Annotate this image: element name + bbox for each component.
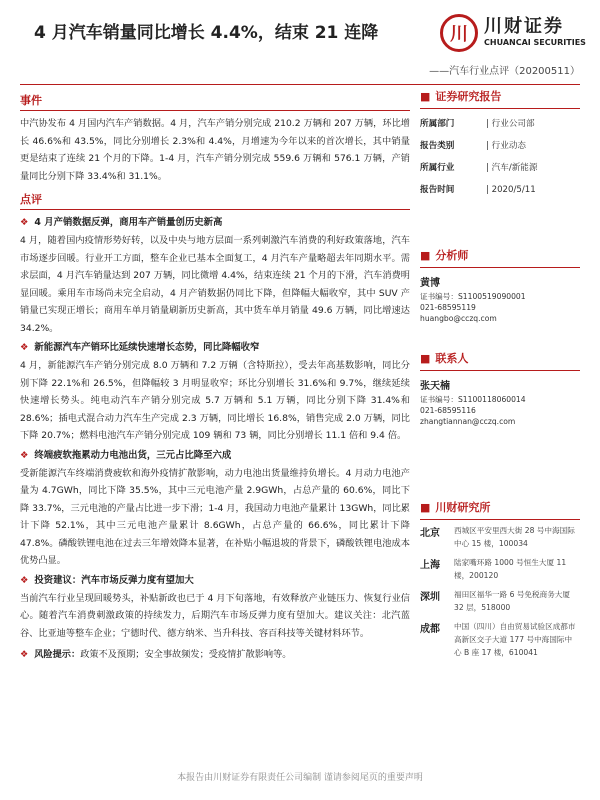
bullet-title: ❖ 投资建议：汽车市场反弹力度有望加大 bbox=[20, 574, 194, 586]
comment-heading: 点评 bbox=[20, 193, 42, 206]
analyst-phone: 021-68595119 bbox=[420, 303, 476, 312]
page-footer: 本报告由川财证券有限责任公司编制 谨请参阅尾页的重要声明 bbox=[177, 773, 423, 783]
square-icon: ■ bbox=[420, 248, 431, 262]
risk-line: ❖ 风险提示：政策不及预期；安全事故频发；受疫情扩散影响等。 bbox=[20, 649, 292, 660]
bullet-title: ❖ 4 月产销数据反弹，商用车产销量创历史新高 bbox=[20, 217, 223, 228]
office-chengdu: 成都 中国（四川）自由贸易试验区成都市高新区交子大道 177 号中海国际中心 B 座 17 楼，610041 bbox=[420, 622, 576, 657]
analyst-cert: 证书编号：S1100519090001 bbox=[420, 292, 526, 301]
square-icon: ■ bbox=[420, 500, 431, 514]
contact-email[interactable]: zhangtiannan@cczq.com bbox=[420, 417, 516, 426]
bullet-paragraph: 4 月，新能源汽车产销分别完成 8.0 万辆和 7.2 万辆（含特斯拉），受去年高基数影响，同比分别下降 22.1%和 26.5%，但降幅较 3 月明显收窄；环比分别增长 31.6%和 9.7%，继续延续快速增长势头。纯电动汽车产销分别完成 5.7 万辆和 5.1 万辆，同比分别下降 31.4%和 28.6%；插电式混合动力汽车生产完成 2.3 万辆，同比增长 16.8%，销售完成 2.0 万辆，同比下降 20.7%；燃料电池汽车产销分别完成 109 辆和 73 辆，同比分别增长 11.1 倍和 9.4 倍。 bbox=[20, 360, 410, 441]
info-row: 报告类别 | 行业动态 bbox=[420, 141, 527, 151]
analyst-card bbox=[420, 274, 580, 324]
square-icon: ■ bbox=[420, 351, 431, 365]
page-title: 4 月汽车销量同比增长 4.4%，结束 21 连降 bbox=[34, 23, 379, 43]
company-logo bbox=[440, 10, 586, 54]
header-divider bbox=[20, 84, 580, 85]
contact-phone: 021-68595116 bbox=[420, 406, 476, 415]
bullet-paragraph: 4 月，随着国内疫情形势好转，以及中央与地方层面一系列刺激汽车消费的利好政策落地，汽车市场逐步回暖。行业开工方面，整车企业已基本全面复工，4 月汽车产量略超去年同期水平。需求层面，4 月汽车销量达到 207 万辆，同比微增 4.4%，结束连续 21 个月的下滑，汽车消费明显回暖。乘用车市场尚未完全启动，4 月产销数据仍同比下降，但降幅大幅收窄，其中 SUV 产销量已实现正增长；商用车单月销量刷新历史新高，其中货车单月销量 49.6 万辆，同比增速达 34.2%。 bbox=[20, 235, 410, 334]
diamond-icon: ❖ bbox=[20, 342, 29, 353]
comment-divider bbox=[20, 209, 410, 210]
contact-cert: 证书编号：S1100118060014 bbox=[420, 395, 526, 404]
logo-name: 川财证券 bbox=[484, 16, 564, 37]
office-shanghai: 上海 陆家嘴环路 1000 号恒生大厦 11 楼，200120 bbox=[420, 558, 567, 580]
logo-english: CHUANCAI SECURITIES bbox=[484, 38, 586, 47]
main-content bbox=[20, 88, 410, 664]
event-divider bbox=[20, 110, 410, 111]
diamond-icon: ❖ bbox=[20, 649, 29, 660]
page-subtitle: ——汽车行业点评（20200511） bbox=[429, 66, 580, 77]
diamond-icon: ❖ bbox=[20, 574, 29, 586]
logo-mark-icon: 川 bbox=[440, 14, 478, 52]
bullet-paragraph: 当前汽车行业呈现回暖势头，补贴新政也已于 4 月下旬落地，有效释放产业链压力、恢复行业信心。随着汽车消费刺激政策的持续发力，后期汽车市场反弹力度有望加大。建议关注：北汽蓝谷、比亚迪等整车企业；宁德时代、德方纳米、当升科技、容百科技等关键材料环节。 bbox=[20, 592, 410, 639]
contact-card bbox=[420, 377, 580, 427]
event-heading: 事件 bbox=[20, 94, 42, 107]
report-heading: ■ 证券研究报告 bbox=[420, 88, 580, 109]
contact-name: 张天楠 bbox=[420, 381, 450, 392]
sidebar bbox=[420, 88, 580, 665]
bullet-title: ❖ 终端疲软拖累动力电池出货，三元占比降至六成 bbox=[20, 449, 232, 461]
diamond-icon: ❖ bbox=[20, 217, 29, 228]
office-beijing: 北京 西城区平安里西大街 28 号中海国际中心 15 楼，100034 bbox=[420, 526, 575, 548]
analyst-email[interactable]: huangbo@cczq.com bbox=[420, 314, 497, 323]
office-shenzhen: 深圳 福田区福华一路 6 号免税商务大厦 32 层，518000 bbox=[420, 590, 570, 612]
analyst-heading: ■ 分析师 bbox=[420, 247, 580, 268]
analyst-name: 黄博 bbox=[420, 278, 440, 289]
event-paragraph: 中汽协发布 4 月国内汽车产销数据。4 月，汽车产销分别完成 210.2 万辆和 207 万辆，环比增长 46.6%和 43.5%，同比分别增长 2.3%和 4.4%，月增速为今年以来的首次增长，其中销量更是结束了连续 21 个月的下降。1-4 月，汽车产销分别完成 559.6 万辆和 576.1 万辆，产销量同比分别下降 33.4%和 31.1%。 bbox=[20, 118, 410, 182]
report-header bbox=[20, 6, 586, 84]
diamond-icon: ❖ bbox=[20, 449, 29, 461]
bullet-paragraph: 受新能源汽车终端消费疲软和海外疫情扩散影响，动力电池出货量维持负增长。4 月动力电池产量为 4.7GWh，同比下降 35.5%，其中三元电池产量 2.9GWh，占总产量的 60.6%，同比下降 33.7%，三元电池的产量占比进一步下滑；1-4 月，我国动力电池产量累计 13GWh，同比累计下降 52.1%，其中三元电池产量累计 8.6GWh，占总产量的 66.6%，同比累计下降 47.8%。磷酸铁锂电池在过去三年增效降本显著，在补贴小幅退坡的背景下，磷酸铁锂电池成本优势凸显。 bbox=[20, 467, 410, 566]
bullet-title: ❖ 新能源汽车产销环比延续快速增长态势，同比降幅收窄 bbox=[20, 342, 260, 353]
info-row: 报告时间 | 2020/5/11 bbox=[420, 185, 536, 195]
company-heading: ■ 川财研究所 bbox=[420, 499, 580, 520]
info-row: 所属部门 | 行业公司部 bbox=[420, 119, 535, 129]
contact-heading: ■ 联系人 bbox=[420, 350, 580, 371]
info-row: 所属行业 | 汽车/新能源 bbox=[420, 163, 538, 173]
square-icon: ■ bbox=[420, 89, 431, 103]
